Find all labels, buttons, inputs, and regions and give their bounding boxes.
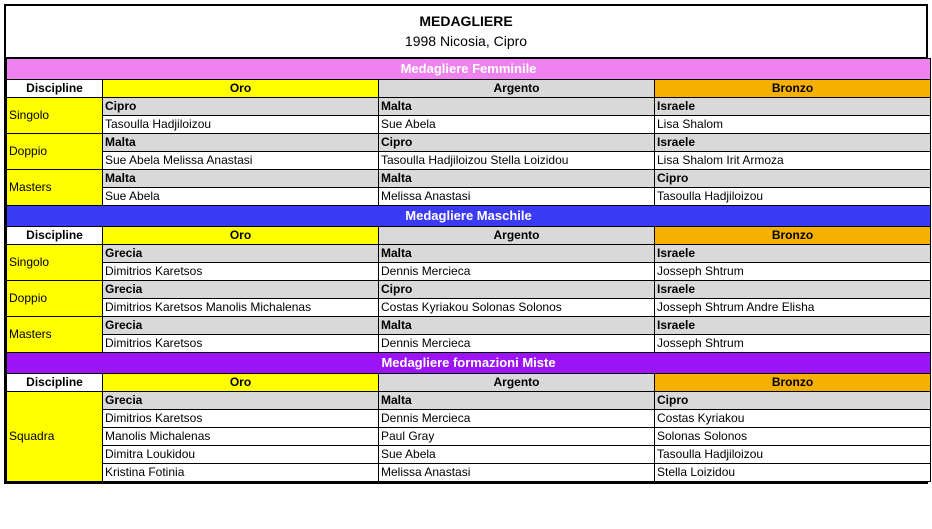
section-title: Medagliere formazioni Miste [7, 353, 931, 374]
country-cell: Malta [103, 134, 379, 152]
silver-header: Argento [379, 227, 655, 245]
country-row [7, 281, 931, 299]
athlete-row [7, 116, 931, 134]
athlete-row [7, 188, 931, 206]
country-row [7, 134, 931, 152]
athlete-row [7, 428, 931, 446]
athlete-cell: Kristina Fotinia [103, 464, 379, 482]
section-header [7, 59, 931, 80]
athlete-cell: Tasoulla Hadjiloizou [655, 188, 931, 206]
athlete-cell: Dennis Mercieca [379, 335, 655, 353]
athlete-row [7, 464, 931, 482]
athlete-cell: Dennis Mercieca [379, 410, 655, 428]
athlete-cell: Costas Kyriakou [655, 410, 931, 428]
column-header-row [7, 374, 931, 392]
discipline-cell: Singolo [7, 98, 103, 134]
athlete-cell: Tasoulla Hadjiloizou [655, 446, 931, 464]
country-row [7, 317, 931, 335]
country-cell: Malta [379, 170, 655, 188]
section-title: Medagliere Femminile [7, 59, 931, 80]
athlete-cell: Melissa Anastasi [379, 188, 655, 206]
country-cell: Cipro [655, 392, 931, 410]
country-cell: Israele [655, 98, 931, 116]
bronze-header: Bronzo [655, 80, 931, 98]
discipline-cell: Singolo [7, 245, 103, 281]
athlete-cell: Paul Gray [379, 428, 655, 446]
country-cell: Israele [655, 317, 931, 335]
athlete-cell: Josseph Shtrum [655, 263, 931, 281]
discipline-cell: Masters [7, 170, 103, 206]
athlete-row [7, 152, 931, 170]
athlete-cell: Sue Abela Melissa Anastasi [103, 152, 379, 170]
athlete-cell: Dimitrios Karetsos [103, 263, 379, 281]
athlete-cell: Dennis Mercieca [379, 263, 655, 281]
silver-header: Argento [379, 80, 655, 98]
athlete-cell: Sue Abela [379, 446, 655, 464]
country-row [7, 170, 931, 188]
discipline-header: Discipline [7, 374, 103, 392]
country-cell: Malta [379, 317, 655, 335]
athlete-cell: Tasoulla Hadjiloizou Stella Loizidou [379, 152, 655, 170]
silver-header: Argento [379, 374, 655, 392]
country-cell: Cipro [379, 281, 655, 299]
athlete-cell: Sue Abela [379, 116, 655, 134]
discipline-cell: Squadra [7, 392, 103, 482]
country-cell: Israele [655, 134, 931, 152]
country-cell: Grecia [103, 317, 379, 335]
athlete-cell: Lisa Shalom [655, 116, 931, 134]
athlete-row [7, 335, 931, 353]
medal-grid [6, 58, 931, 482]
athlete-cell: Sue Abela [103, 188, 379, 206]
country-row [7, 98, 931, 116]
country-cell: Grecia [103, 392, 379, 410]
athlete-cell: Dimitrios Karetsos Manolis Michalenas [103, 299, 379, 317]
column-header-row [7, 227, 931, 245]
discipline-cell: Doppio [7, 281, 103, 317]
page-title: MEDAGLIERE [419, 13, 513, 29]
athlete-cell: Tasoulla Hadjiloizou [103, 116, 379, 134]
athlete-cell: Stella Loizidou [655, 464, 931, 482]
athlete-cell: Solonas Solonos [655, 428, 931, 446]
athlete-row [7, 410, 931, 428]
country-cell: Israele [655, 245, 931, 263]
country-cell: Israele [655, 281, 931, 299]
gold-header: Oro [103, 80, 379, 98]
country-row [7, 245, 931, 263]
country-cell: Grecia [103, 281, 379, 299]
medal-table [4, 4, 928, 484]
athlete-cell: Josseph Shtrum Andre Elisha [655, 299, 931, 317]
athlete-cell: Manolis Michalenas [103, 428, 379, 446]
athlete-cell: Lisa Shalom Irit Armoza [655, 152, 931, 170]
column-header-row [7, 80, 931, 98]
country-cell: Grecia [103, 245, 379, 263]
country-cell: Malta [379, 98, 655, 116]
athlete-row [7, 263, 931, 281]
country-cell: Cipro [655, 170, 931, 188]
bronze-header: Bronzo [655, 227, 931, 245]
gold-header: Oro [103, 227, 379, 245]
section-title: Medagliere Maschile [7, 206, 931, 227]
discipline-header: Discipline [7, 227, 103, 245]
athlete-cell: Josseph Shtrum [655, 335, 931, 353]
athlete-cell: Dimitrios Karetsos [103, 335, 379, 353]
country-row [7, 392, 931, 410]
athlete-row [7, 299, 931, 317]
country-cell: Malta [379, 245, 655, 263]
country-cell: Cipro [103, 98, 379, 116]
gold-header: Oro [103, 374, 379, 392]
athlete-cell: Costas Kyriakou Solonas Solonos [379, 299, 655, 317]
section-header [7, 353, 931, 374]
bronze-header: Bronzo [655, 374, 931, 392]
discipline-cell: Doppio [7, 134, 103, 170]
country-cell: Malta [379, 392, 655, 410]
country-cell: Cipro [379, 134, 655, 152]
section-header [7, 206, 931, 227]
country-cell: Malta [103, 170, 379, 188]
title-box [6, 6, 926, 58]
athlete-cell: Dimitra Loukidou [103, 446, 379, 464]
athlete-row [7, 446, 931, 464]
athlete-cell: Dimitrios Karetsos [103, 410, 379, 428]
discipline-cell: Masters [7, 317, 103, 353]
discipline-header: Discipline [7, 80, 103, 98]
page-subtitle: 1998 Nicosia, Cipro [404, 33, 528, 49]
athlete-cell: Melissa Anastasi [379, 464, 655, 482]
